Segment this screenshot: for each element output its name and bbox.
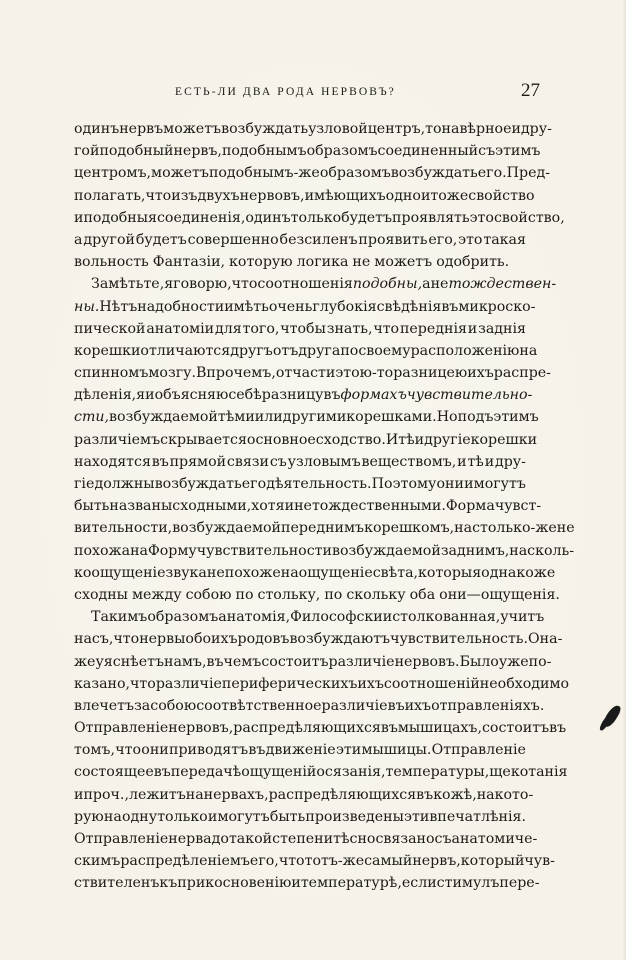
text-line: корешки отличаются другъ отъ друга по своему расположенію на xyxy=(74,342,538,359)
text-line: похожа на Форму чувствительности возбуждаемой заднимъ, на сколь- xyxy=(74,542,575,559)
text-line: скимъ распредѣленіемъ его, что тотъ-же самый нервъ, который чув- xyxy=(74,853,555,870)
text-line: ствителенъ къ прикосновенію и температурѣ, если стимулъ пере- xyxy=(74,875,540,892)
text-line: а другой будетъ совершенно безсиленъ проявить его, это такая xyxy=(74,231,526,248)
text-line: Замѣтьте, я говорю, что соотношенія подобны, а не тождествен- xyxy=(91,276,557,293)
text-line: гіе должны возбуждать его дѣятельность. По этому они и могутъ xyxy=(74,476,526,492)
text-line: ко ощущеніе звука не похоже на ощущеніе свѣта, которыя однакоже xyxy=(74,564,556,581)
text-line: казано, что различіе периферическихъ ихъ соотношеній необходимо xyxy=(74,675,570,692)
page-number: 27 xyxy=(521,80,540,101)
text-line: сходны между собою по стольку, по скольку оба они—ощущенія. xyxy=(74,586,560,603)
text-line: гой подобный нервъ, подобнымъ образомъ соединенный съ этимъ xyxy=(74,143,541,160)
text-line: одинъ нервъ можетъ возбуждать узловой центръ, то навѣрное и дру- xyxy=(74,121,552,137)
text-line: Такимъ образомъ анатомія, Философски истолкованная, учитъ xyxy=(91,609,545,626)
text-line: томъ, что они приводятъ въ движеніе эти мышицы. Отправленіе xyxy=(74,742,526,759)
text-line: вольность Фантазіи, которую логика не можетъ одобрить. xyxy=(74,254,510,271)
text-line: сти, возбуждаемой тѣми или другими корешками. Но подъ этимъ xyxy=(74,409,539,426)
text-line: и подобныя соединенія, одинъ только будетъ проявлять это свойство, xyxy=(74,209,565,226)
text-line: различіемъ скрывается основное сходство. И тѣ и другіе корешки xyxy=(74,431,538,448)
text-line: пической анатоміи для того, чтобы знать, что переднія и заднія xyxy=(74,320,526,337)
text-line: полагать, что изъ двухъ нервовъ, имѣющихъ одно и то же свойство xyxy=(74,187,535,204)
text-line: же уяснѣетъ намъ, въ чемъ состоитъ различіе нервовъ. Было уже по- xyxy=(74,653,552,670)
text-line: и проч., лежитъ на нервахъ, распредѣляющихся въ кожѣ, на кото- xyxy=(74,786,534,803)
text-line: находятся въ прямой связи съ узловымъ веществомъ, и тѣ и дру- xyxy=(74,453,526,470)
running-title: ЕСТЬ-ЛИ ДВА РОДА НЕРВОВЪ? xyxy=(175,86,396,98)
text-line: влечетъ за собою соотвѣтственное различіе въ ихъ отправленіяхъ. xyxy=(74,697,545,714)
text-line: Отправленіе нерва до такой степени тѣсно связано съ анатомиче- xyxy=(74,831,538,847)
page-edge-shadow xyxy=(622,0,626,960)
page-header xyxy=(70,82,540,106)
body-text xyxy=(74,118,575,895)
text-line: насъ, что нервы обоихъ родовъ возбуждаютъ чувствительность. Она- xyxy=(74,631,563,648)
ink-blot xyxy=(601,703,622,729)
text-line: быть названы сходными, хотя и не тождественными. Форма чувст- xyxy=(74,498,542,515)
text-line: дѣленія, я и объясняю себѣ разницу въ формахъ чувствительно- xyxy=(74,387,533,404)
text-line: центромъ, можетъ подобнымъ-же образомъ возбуждать его. Пред- xyxy=(74,165,551,182)
text-line: вительности, возбуждаемой переднимъ корешкомъ, на столько-же не xyxy=(74,520,575,537)
text-line: состоящее въ передачѣ ощущеній осязанія, температуры, щекотанія xyxy=(74,764,568,781)
text-line: ны. Нѣтъ надобности имѣть очень глубокія свѣдѣнія въ микроско- xyxy=(74,298,536,315)
text-line: рую на одну только и могутъ быть произведены эти впечатлѣнія. xyxy=(74,808,526,825)
text-line: Отправленіе нервовъ, распредѣляющихся въ мышицахъ, состоитъ въ xyxy=(74,720,567,737)
text-line: спинномъ мозгу. Впрочемъ, отчасти этою-то разницею ихъ распре- xyxy=(74,365,551,382)
